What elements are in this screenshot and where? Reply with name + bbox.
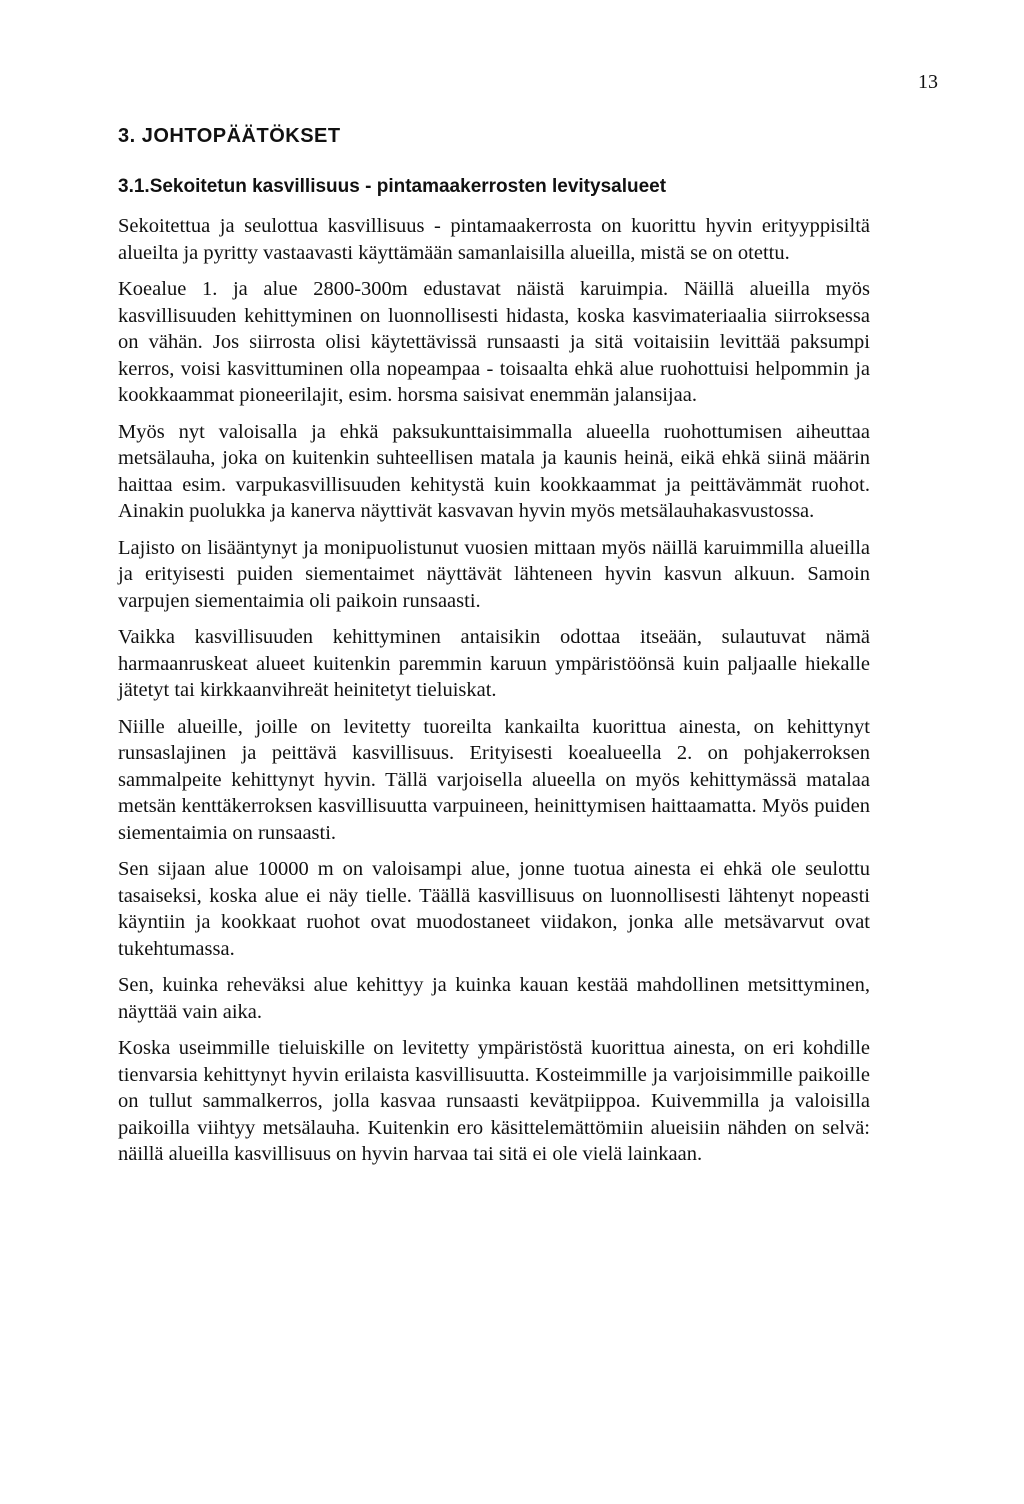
body-text bbox=[118, 213, 870, 1178]
section-heading: 3.1.Sekoitetun kasvillisuus - pintamaakerrosten levitysalueet bbox=[118, 176, 667, 197]
paragraph: Myös nyt valoisalla ja ehkä paksukunttaisimmalla alueella ruohottumisen aiheuttaa metsälauha, joka on kuitenkin suhteellisen matala ja kaunis heinä, eikä ehkä siinä määrin haittaa esim. varpukasvillisuuden kehitystä kuin kookkaammat ja peittävämmät ruohot. Ainakin puolukka ja kanerva näyttivät kasvavan hyvin myös metsälauhakasvustossa. bbox=[118, 420, 870, 522]
paragraph: Koealue 1. ja alue 2800-300m edustavat näistä karuimpia. Näillä alueilla myös kasvillisuuden kehittyminen on luonnollisesti hidasta, koska kasvimateriaalia siirroksessa on vähän. Jos siirrosta olisi käytettävissä runsaasti ja sitä voitaisiin levittää paksumpi kerros, voisi kasvittuminen olla nopeampaa - toisaalta ehkä alue ruohottuisi helpommin ja kookkaammat pioneerilajit, esim. horsma saisivat enemmän jalansijaa. bbox=[118, 278, 870, 406]
paragraph: Niille alueille, joille on levitetty tuoreilta kankailta kuorittua ainesta, on kehittynyt runsaslajinen ja peittävä kasvillisuus. Erityisesti koealueella 2. on pohjakerroksen sammalpeite kehittynyt hyvin. Tällä varjoisella alueella on myös kehittymässä matalaa metsän kenttäkerroksen kasvillisuutta varpuineen, heinittymisen haittaamatta. Myös puiden siementaimia on runsaasti. bbox=[118, 715, 870, 844]
paragraph: Lajisto on lisääntynyt ja monipuolistunut vuosien mittaan myös näillä karuimmilla alueilla ja erityisesti puiden siementaimet näyttävät lähteneen hyvin kasvun alkuun. Samoin varpujen siementaimia oli paikoin runsaasti. bbox=[118, 536, 870, 612]
paragraph: Sekoitettua ja seulottua kasvillisuus - pintamaakerrosta on kuorittu hyvin erityyppisiltä alueilta ja pyritty vastaavasti käyttämään samanlaisilla alueilla, mistä se on otettu. bbox=[118, 215, 870, 264]
paragraph: Sen sijaan alue 10000 m on valoisampi alue, jonne tuotua ainesta ei ehkä ole seulottu tasaiseksi, koska alue ei näy tielle. Täällä kasvillisuus on luonnollisesti lähtenyt nopeasti käyntiin ja kookkaat ruohot ovat muodostaneet viidakon, jonka alle metsävarvut ovat tukehtumassa. bbox=[118, 858, 870, 960]
page-number: 13 bbox=[918, 71, 938, 93]
chapter-heading: 3. JOHTOPÄÄTÖKSET bbox=[118, 125, 341, 147]
paragraph: Vaikka kasvillisuuden kehittyminen antaisikin odottaa itseään, sulautuvat nämä harmaanruskeat alueet kuitenkin paremmin karuun ympäristöönsä kuin paljaalle hiekalle jätetyt tai kirkkaanvihreät heinitetyt tieluiskat. bbox=[118, 626, 870, 701]
paragraph: Sen, kuinka reheväksi alue kehittyy ja kuinka kauan kestää mahdollinen metsittyminen, näyttää vain aika. bbox=[118, 974, 870, 1023]
paragraph: Koska useimmille tieluiskille on levitetty ympäristöstä kuorittua ainesta, on eri kohdille tienvarsia kehittynyt hyvin erilaista kasvillisuutta. Kosteimmille ja varjoisimmille paikoille on tullut sammalkerros, jolla kasvaa runsaasti kevätpiippoa. Kuivemmilla ja valoisilla paikoilla viihtyy metsälauha. Kuitenkin ero käsittelemättömiin alueisiin nähden on selvä: näillä alueilla kasvillisuus on hyvin harvaa tai sitä ei ole vielä lainkaan. bbox=[118, 1037, 870, 1165]
